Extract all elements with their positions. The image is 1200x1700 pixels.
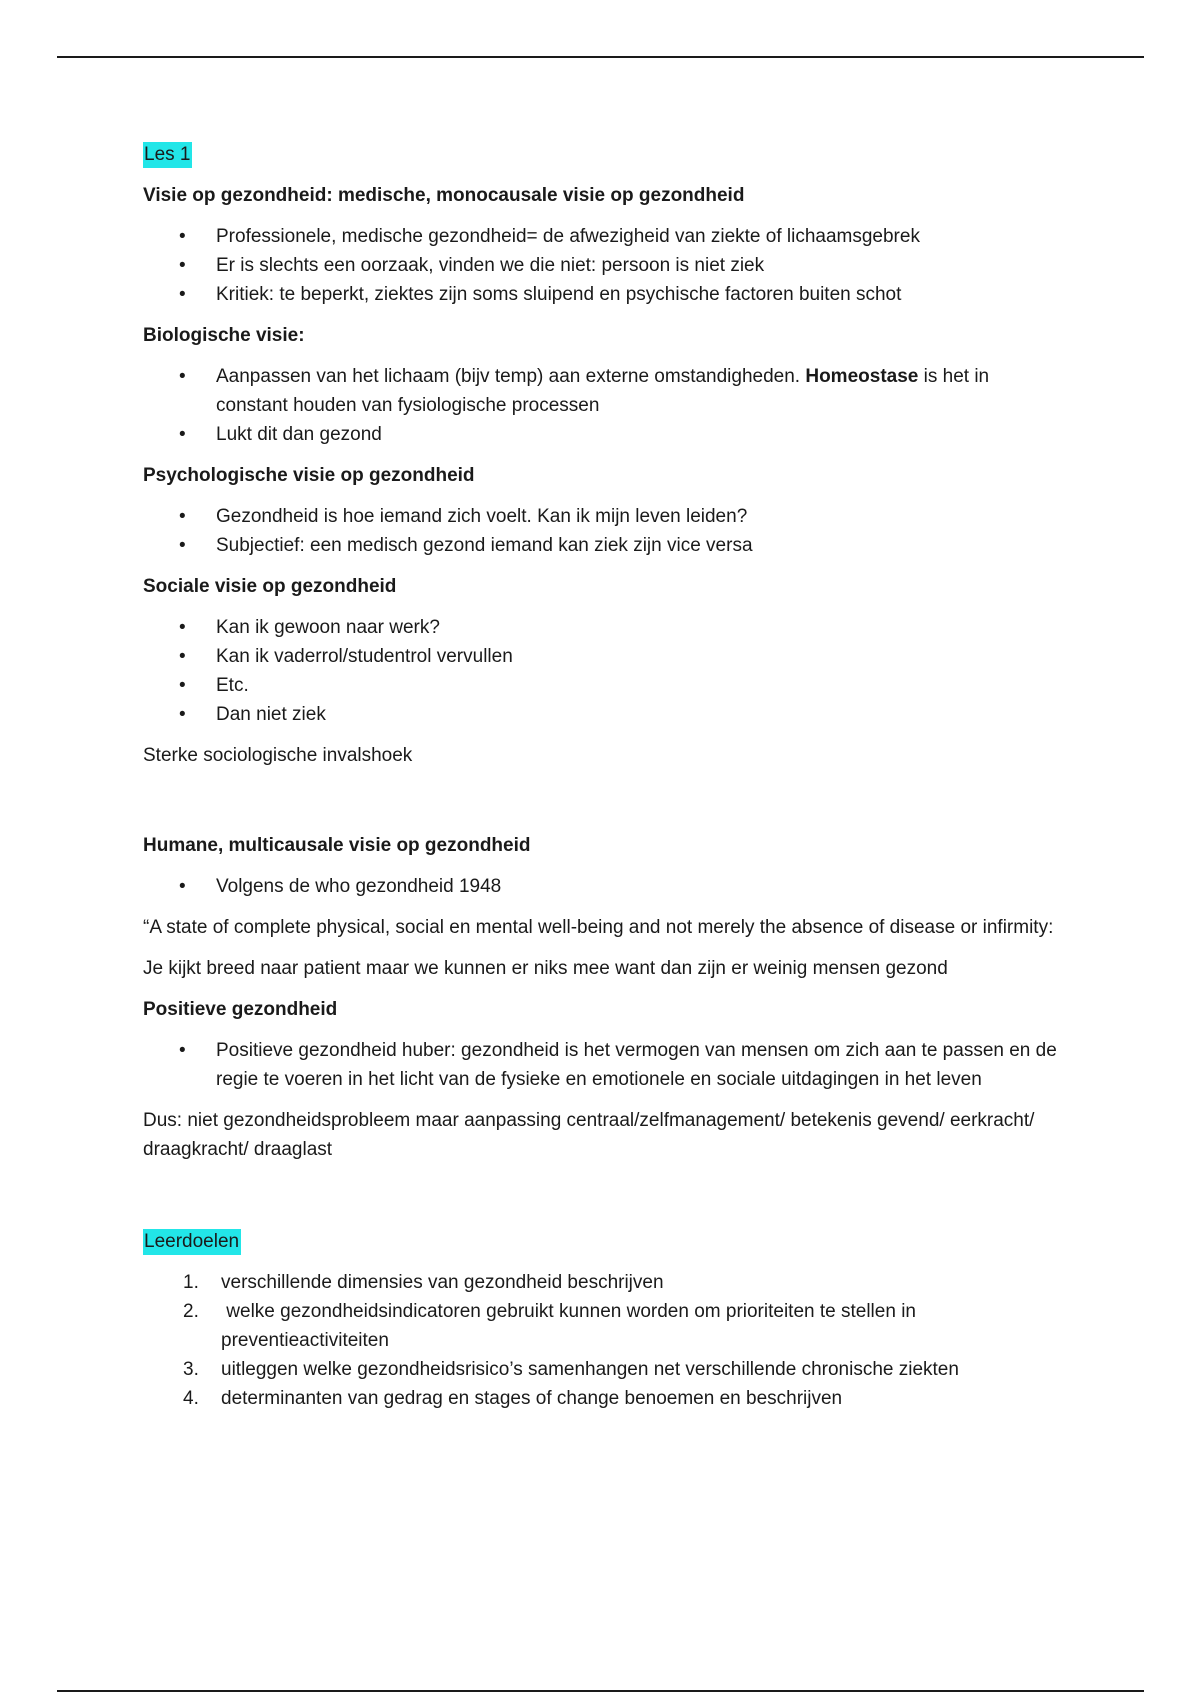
list-item: • Dan niet ziek: [143, 700, 1063, 729]
list-item: • Gezondheid is hoe iemand zich voelt. Kan ik mijn leven leiden?: [143, 502, 1063, 531]
list-item: • Lukt dit dan gezond: [143, 420, 1063, 449]
list-item: • Subjectief: een medisch gezond iemand kan ziek zijn vice versa: [143, 531, 1063, 560]
list-item: 4. determinanten van gedrag en stages of change benoemen en beschrijven: [183, 1388, 843, 1409]
section-heading: Biologische visie:: [143, 325, 305, 346]
list-item: • Aanpassen van het lichaam (bijv temp) aan externe omstandigheden. Homeostase is het in constant houden van fysiologische processen: [143, 362, 1063, 420]
bullet-list: [143, 613, 1063, 729]
section-heading: Visie op gezondheid: medische, monocausale visie op gezondheid: [143, 185, 745, 206]
list-item: 3. uitleggen welke gezondheidsrisico’s samenhangen net verschillende chronische ziekten: [183, 1359, 959, 1380]
header-rule: [57, 56, 1144, 58]
list-item: • Etc.: [143, 671, 1063, 700]
section-heading: Humane, multicausale visie op gezondheid: [143, 835, 531, 856]
document-body: [143, 140, 1063, 1425]
list-item: • Positieve gezondheid huber: gezondheid is het vermogen van mensen om zich aan te passen en de regie te voeren in het licht van de fysieke en emotionele en sociale uitdagingen in het leven: [143, 1036, 1063, 1094]
bullet-list: [143, 222, 1063, 309]
bold-term: Homeostase: [805, 366, 919, 387]
bullet-list: [143, 362, 1063, 449]
footer-rule: [57, 1690, 1144, 1692]
bullet-list: [143, 1036, 1063, 1094]
les-label: Les 1: [143, 140, 1063, 169]
section-heading: Positieve gezondheid: [143, 999, 338, 1020]
leerdoelen-label: Leerdoelen: [143, 1227, 1063, 1256]
paragraph: Je kijkt breed naar patient maar we kunnen er niks mee want dan zijn er weinig mensen gezond: [143, 958, 948, 979]
section-heading: Sociale visie op gezondheid: [143, 576, 397, 597]
paragraph: Sterke sociologische invalshoek: [143, 745, 413, 766]
list-item: • Kan ik gewoon naar werk?: [143, 613, 1063, 642]
list-item: • Kritiek: te beperkt, ziektes zijn soms sluipend en psychische factoren buiten schot: [143, 280, 1063, 309]
bullet-list: [143, 502, 1063, 560]
list-item: • Volgens de who gezondheid 1948: [143, 872, 1063, 901]
list-item: 1. verschillende dimensies van gezondheid beschrijven: [183, 1272, 664, 1293]
paragraph: Dus: niet gezondheidsprobleem maar aanpassing centraal/zelfmanagement/ betekenis gevend/ eerkracht/ draagkracht/ draaglast: [143, 1110, 1035, 1160]
bullet-list: [143, 872, 1063, 901]
quote-paragraph: “A state of complete physical, social en mental well-being and not merely the absence of disease or infirmity:: [143, 917, 1054, 938]
list-item: • Professionele, medische gezondheid= de afwezigheid van ziekte of lichaamsgebrek: [143, 222, 1063, 251]
section-heading: Psychologische visie op gezondheid: [143, 465, 475, 486]
list-item: • Er is slechts een oorzaak, vinden we die niet: persoon is niet ziek: [143, 251, 1063, 280]
numbered-list: [143, 1268, 1063, 1413]
list-item: 2. welke gezondheidsindicatoren gebruikt kunnen worden om prioriteiten te stellen in preventieactiviteiten: [183, 1301, 922, 1351]
list-item: • Kan ik vaderrol/studentrol vervullen: [143, 642, 1063, 671]
